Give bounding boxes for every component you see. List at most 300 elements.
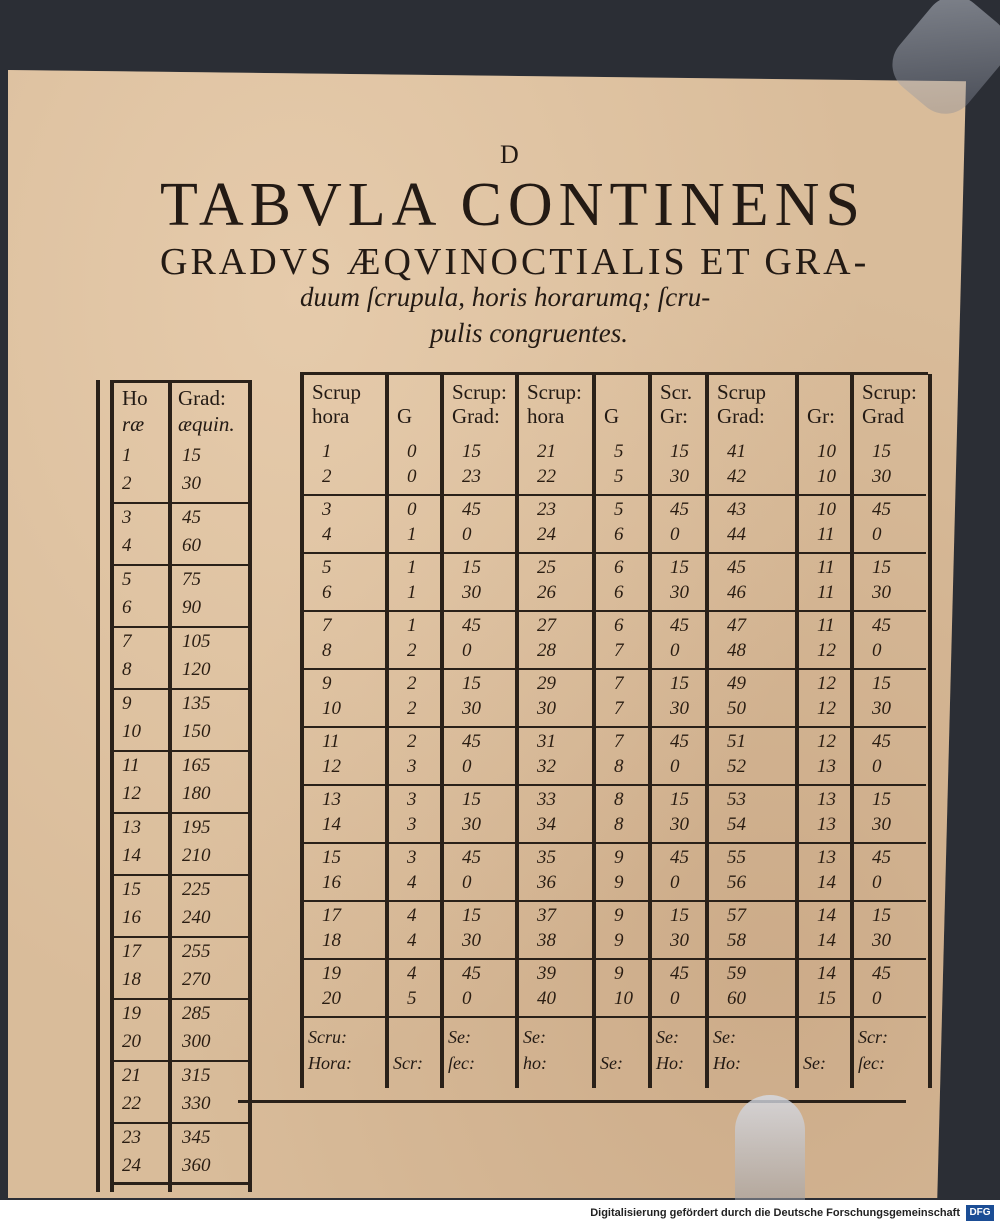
left-table-degree-cell: 195 (182, 817, 211, 838)
right-table-cell: 5 (322, 557, 332, 578)
right-table-cell: 30 (670, 698, 689, 719)
right-table-cell: 9 (322, 673, 332, 694)
right-table-cell: 35 (537, 847, 556, 868)
right-table-cell: 50 (727, 698, 746, 719)
right-table-footer-label: Se: (713, 1027, 736, 1047)
right-table-cell: 15 (462, 441, 481, 462)
right-table-cell: 23 (462, 466, 481, 487)
left-table-degree-cell: 135 (182, 693, 211, 714)
right-table-cell: 6 (614, 582, 624, 603)
right-table-cell: 17 (322, 905, 341, 926)
right-table-cell: 15 (670, 905, 689, 926)
left-table-hour-cell: 16 (122, 907, 141, 928)
right-table-cell: 9 (614, 963, 624, 984)
left-table-hour-cell: 4 (122, 535, 132, 556)
right-table-cell: 8 (614, 756, 624, 777)
right-table-cell: 32 (537, 756, 556, 777)
right-table-cell: 6 (614, 615, 624, 636)
right-table-cell: 10 (322, 698, 341, 719)
right-table-cell: 2 (407, 673, 417, 694)
right-table-footer-label: Se: (448, 1027, 471, 1047)
right-table-cell: 60 (727, 988, 746, 1009)
right-table-cell: 5 (614, 441, 624, 462)
left-table-degree-cell: 315 (182, 1065, 211, 1086)
right-table-cell: 30 (872, 466, 891, 487)
left-table-degree-cell: 180 (182, 783, 211, 804)
right-table-cell: 30 (872, 930, 891, 951)
left-table-hour-cell: 21 (122, 1065, 141, 1086)
right-table-cell: 51 (727, 731, 746, 752)
right-table-cell: 0 (872, 988, 882, 1009)
right-table-cell: 0 (462, 640, 472, 661)
right-table-cell: 4 (322, 524, 332, 545)
right-table-column-rule (440, 374, 444, 1088)
right-table-cell: 10 (614, 988, 633, 1009)
left-table-row-rule (112, 750, 248, 752)
right-table-cell: 56 (727, 872, 746, 893)
left-table-column-rule (248, 380, 252, 1192)
right-table-cell: 4 (407, 963, 417, 984)
right-table-header-label: Grad: (452, 404, 500, 428)
left-table-hour-cell: 14 (122, 845, 141, 866)
right-table-header-label: Scrup: (862, 380, 917, 404)
right-table-cell: 44 (727, 524, 746, 545)
right-table-cell: 9 (614, 905, 624, 926)
right-table-row-rule (302, 1016, 926, 1018)
right-table-cell: 4 (407, 905, 417, 926)
right-table-cell: 12 (322, 756, 341, 777)
right-table-row-rule (302, 726, 926, 728)
right-table-column-rule (385, 374, 389, 1088)
left-table-row-rule (112, 874, 248, 876)
right-table-footer-label: Ho: (656, 1053, 684, 1073)
right-table-cell: 10 (817, 441, 836, 462)
left-table-degree-cell: 120 (182, 659, 211, 680)
right-table-column-rule (850, 374, 854, 1088)
right-table-cell: 45 (670, 847, 689, 868)
right-table-cell: 2 (407, 698, 417, 719)
right-table-cell: 45 (462, 963, 481, 984)
left-table-degree-cell: 255 (182, 941, 211, 962)
right-table-bottom-rule (238, 1100, 906, 1103)
left-table-degree-cell: 60 (182, 535, 201, 556)
title-line-2: GRADVS ÆQVINOCTIALIS ET GRA- (160, 241, 870, 283)
right-table-cell: 53 (727, 789, 746, 810)
left-table-header-label: Grad: (178, 386, 226, 410)
right-table-footer-label: Se: (656, 1027, 679, 1047)
right-table-row-rule (302, 842, 926, 844)
right-table-cell: 1 (322, 441, 332, 462)
left-table-hour-cell: 12 (122, 783, 141, 804)
right-table-cell: 7 (614, 698, 624, 719)
right-table-cell: 9 (614, 930, 624, 951)
right-table-cell: 7 (614, 731, 624, 752)
right-table-cell: 15 (670, 557, 689, 578)
left-table-degree-cell: 150 (182, 721, 211, 742)
left-table-hour-cell: 15 (122, 879, 141, 900)
right-table-cell: 41 (727, 441, 746, 462)
right-table-header-label: Gr: (807, 404, 835, 428)
right-table-cell: 20 (322, 988, 341, 1009)
right-table-cell: 18 (322, 930, 341, 951)
right-table-cell: 0 (872, 524, 882, 545)
right-table-cell: 0 (462, 756, 472, 777)
left-table-hour-cell: 8 (122, 659, 132, 680)
right-table-cell: 8 (322, 640, 332, 661)
right-table-cell: 1 (407, 582, 417, 603)
left-table-row-rule (112, 812, 248, 814)
right-table-column-rule (300, 374, 304, 1088)
right-table-top-rule (300, 372, 928, 375)
right-table-cell: 11 (817, 615, 835, 636)
right-table-cell: 15 (872, 905, 891, 926)
right-table-cell: 33 (537, 789, 556, 810)
right-table-cell: 0 (462, 872, 472, 893)
right-table-cell: 7 (614, 640, 624, 661)
right-table-header-label: Gr: (660, 404, 688, 428)
right-table-cell: 0 (872, 872, 882, 893)
right-table-cell: 5 (407, 988, 417, 1009)
right-table-header-label: Scrup (312, 380, 361, 404)
right-table-cell: 45 (462, 847, 481, 868)
left-table-degree-cell: 360 (182, 1155, 211, 1176)
left-table-degree-cell: 270 (182, 969, 211, 990)
left-table-header-label: Ho (122, 386, 148, 410)
right-table-cell: 7 (322, 615, 332, 636)
left-table-column-rule (96, 380, 100, 1192)
right-table-cell: 14 (817, 963, 836, 984)
right-table-cell: 14 (817, 872, 836, 893)
right-table-footer-label: ſec: (448, 1053, 475, 1073)
right-table-header-label: Scr. (660, 380, 693, 404)
right-table-cell: 42 (727, 466, 746, 487)
right-table-cell: 0 (872, 640, 882, 661)
left-table-hour-cell: 9 (122, 693, 132, 714)
right-table-cell: 0 (670, 640, 680, 661)
right-table-cell: 12 (817, 673, 836, 694)
right-table-column-rule (928, 374, 932, 1088)
left-table-hour-cell: 22 (122, 1093, 141, 1114)
left-table-hour-cell: 17 (122, 941, 141, 962)
right-table-cell: 2 (407, 731, 417, 752)
right-table-cell: 45 (872, 615, 891, 636)
right-table-cell: 7 (614, 673, 624, 694)
right-table-cell: 49 (727, 673, 746, 694)
right-table-cell: 47 (727, 615, 746, 636)
right-table-cell: 45 (872, 499, 891, 520)
right-table-cell: 1 (407, 524, 417, 545)
right-table-cell: 40 (537, 988, 556, 1009)
right-table-cell: 15 (462, 557, 481, 578)
right-table-cell: 0 (462, 524, 472, 545)
right-table-cell: 43 (727, 499, 746, 520)
right-table-footer-label: Scr: (858, 1027, 888, 1047)
left-table-top-rule (110, 380, 250, 383)
signature-mark: D (500, 140, 521, 169)
left-table-degree-cell: 75 (182, 569, 201, 590)
right-table-cell: 15 (872, 789, 891, 810)
left-table-hour-cell: 6 (122, 597, 132, 618)
right-table-cell: 45 (872, 963, 891, 984)
right-table-cell: 30 (670, 930, 689, 951)
right-table-cell: 45 (872, 847, 891, 868)
right-table-cell: 11 (817, 582, 835, 603)
left-table-row-rule (112, 564, 248, 566)
right-table-footer-label: Scr: (393, 1053, 423, 1073)
left-table-degree-cell: 345 (182, 1127, 211, 1148)
right-table-cell: 30 (872, 814, 891, 835)
left-table-row-rule (112, 936, 248, 938)
right-table-cell: 11 (817, 524, 835, 545)
left-table-degree-cell: 90 (182, 597, 201, 618)
right-table-header-label: Scrup (717, 380, 766, 404)
left-table-row-rule (112, 1060, 248, 1062)
right-table-cell: 14 (817, 930, 836, 951)
left-table-hour-cell: 5 (122, 569, 132, 590)
left-table-bottom-rule (110, 1182, 250, 1185)
right-table-cell: 45 (462, 499, 481, 520)
right-table-header-label: G (397, 404, 413, 428)
left-table-row-rule (112, 502, 248, 504)
right-table-cell: 0 (407, 499, 417, 520)
right-table-column-rule (515, 374, 519, 1088)
right-table-cell: 4 (407, 872, 417, 893)
right-table-header-label: Scrup: (452, 380, 507, 404)
right-table-cell: 15 (670, 673, 689, 694)
left-table-row-rule (112, 998, 248, 1000)
right-table-cell: 5 (614, 466, 624, 487)
right-table-header-label: Grad: (717, 404, 765, 428)
right-table-cell: 19 (322, 963, 341, 984)
right-table-cell: 2 (322, 466, 332, 487)
right-table-cell: 27 (537, 615, 556, 636)
right-table-cell: 30 (670, 466, 689, 487)
right-table-column-rule (648, 374, 652, 1088)
title-line-1: TABVLA CONTINENS (160, 171, 866, 239)
right-table-cell: 45 (727, 557, 746, 578)
left-table-degree-cell: 45 (182, 507, 201, 528)
right-table-cell: 46 (727, 582, 746, 603)
right-table-row-rule (302, 900, 926, 902)
right-table-footer-label: Hora: (308, 1053, 352, 1073)
left-table-hour-cell: 10 (122, 721, 141, 742)
right-table-cell: 30 (462, 814, 481, 835)
right-table-cell: 54 (727, 814, 746, 835)
right-table-cell: 13 (817, 847, 836, 868)
right-table-column-rule (705, 374, 709, 1088)
left-table-hour-cell: 2 (122, 473, 132, 494)
right-table-cell: 52 (727, 756, 746, 777)
left-table-hour-cell: 18 (122, 969, 141, 990)
right-table-cell: 1 (407, 557, 417, 578)
left-table-hour-cell: 3 (122, 507, 132, 528)
right-table-cell: 15 (817, 988, 836, 1009)
right-table-cell: 15 (670, 789, 689, 810)
left-table-degree-cell: 210 (182, 845, 211, 866)
left-table-degree-cell: 30 (182, 473, 201, 494)
right-table-cell: 0 (872, 756, 882, 777)
right-table-cell: 15 (872, 673, 891, 694)
right-table-cell: 10 (817, 499, 836, 520)
right-table-cell: 58 (727, 930, 746, 951)
right-table-footer-label: Se: (803, 1053, 826, 1073)
right-table-cell: 30 (462, 930, 481, 951)
title-line-3: duum ſcrupula, horis horarumq; ſcru- (300, 282, 711, 312)
right-table-row-rule (302, 494, 926, 496)
right-table-cell: 28 (537, 640, 556, 661)
right-table-cell: 30 (872, 698, 891, 719)
left-table-hour-cell: 7 (122, 631, 132, 652)
right-table-row-rule (302, 784, 926, 786)
right-table-cell: 15 (322, 847, 341, 868)
right-table-cell: 2 (407, 640, 417, 661)
right-table-footer-label: ſec: (858, 1053, 885, 1073)
right-table-cell: 6 (322, 582, 332, 603)
right-table-cell: 30 (872, 582, 891, 603)
right-table-cell: 45 (670, 615, 689, 636)
footer-bar (0, 1200, 1000, 1226)
right-table-cell: 45 (670, 499, 689, 520)
left-table-degree-cell: 225 (182, 879, 211, 900)
right-table-cell: 9 (614, 847, 624, 868)
title-line-4: pulis congruentes. (430, 318, 628, 348)
right-table-cell: 13 (817, 789, 836, 810)
right-table-cell: 38 (537, 930, 556, 951)
left-table-degree-cell: 285 (182, 1003, 211, 1024)
right-table-cell: 13 (322, 789, 341, 810)
right-table-cell: 36 (537, 872, 556, 893)
dfg-logo: DFG (966, 1205, 994, 1221)
glass-clip-bottom (735, 1095, 805, 1205)
right-table-cell: 13 (817, 814, 836, 835)
right-table-cell: 0 (670, 988, 680, 1009)
right-table-cell: 26 (537, 582, 556, 603)
right-table-row-rule (302, 668, 926, 670)
left-table-header-label: ræ (122, 412, 145, 436)
right-table-cell: 39 (537, 963, 556, 984)
right-table-cell: 22 (537, 466, 556, 487)
right-table-cell: 29 (537, 673, 556, 694)
right-table-column-rule (592, 374, 596, 1088)
right-table-cell: 30 (670, 814, 689, 835)
right-table-footer-label: Scru: (308, 1027, 347, 1047)
right-table-cell: 5 (614, 499, 624, 520)
right-table-cell: 8 (614, 789, 624, 810)
right-table-cell: 13 (817, 756, 836, 777)
right-table-cell: 3 (407, 789, 417, 810)
right-table-cell: 9 (614, 872, 624, 893)
right-table-cell: 57 (727, 905, 746, 926)
right-table-row-rule (302, 552, 926, 554)
left-table-degree-cell: 105 (182, 631, 211, 652)
right-table-footer-label: ho: (523, 1053, 547, 1073)
left-table-row-rule (112, 1122, 248, 1124)
right-table-footer-label: Ho: (713, 1053, 741, 1073)
right-table-cell: 48 (727, 640, 746, 661)
left-table-degree-cell: 330 (182, 1093, 211, 1114)
right-table-cell: 11 (322, 731, 340, 752)
right-table-cell: 15 (462, 905, 481, 926)
right-table-cell: 12 (817, 731, 836, 752)
right-table-cell: 15 (670, 441, 689, 462)
right-table-cell: 3 (407, 814, 417, 835)
right-table-cell: 30 (670, 582, 689, 603)
right-table-cell: 3 (407, 847, 417, 868)
right-table-cell: 45 (670, 963, 689, 984)
right-table-row-rule (302, 958, 926, 960)
left-table-hour-cell: 13 (122, 817, 141, 838)
left-table-hour-cell: 20 (122, 1031, 141, 1052)
right-table-cell: 31 (537, 731, 556, 752)
right-table-cell: 30 (462, 698, 481, 719)
right-table-cell: 45 (670, 731, 689, 752)
right-table-header-label: G (604, 404, 620, 428)
right-table-cell: 45 (462, 731, 481, 752)
footer-text: Digitalisierung gefördert durch die Deutsche Forschungsgemeinschaft (590, 1207, 960, 1219)
right-table-cell: 0 (670, 524, 680, 545)
right-table-cell: 30 (462, 582, 481, 603)
right-table-cell: 14 (817, 905, 836, 926)
right-table-cell: 0 (670, 872, 680, 893)
right-table-cell: 0 (462, 988, 472, 1009)
right-table-cell: 8 (614, 814, 624, 835)
right-table-cell: 15 (872, 441, 891, 462)
right-table-row-rule (302, 610, 926, 612)
right-table-cell: 11 (817, 557, 835, 578)
right-table-cell: 24 (537, 524, 556, 545)
right-table-cell: 6 (614, 557, 624, 578)
right-table-cell: 3 (322, 499, 332, 520)
left-table-row-rule (112, 626, 248, 628)
right-table-cell: 37 (537, 905, 556, 926)
right-table-cell: 45 (462, 615, 481, 636)
right-table-cell: 0 (407, 466, 417, 487)
right-table-cell: 34 (537, 814, 556, 835)
right-table-cell: 10 (817, 466, 836, 487)
left-table-hour-cell: 1 (122, 445, 132, 466)
right-table-column-rule (795, 374, 799, 1088)
right-table-footer-label: Se: (523, 1027, 546, 1047)
right-table-cell: 25 (537, 557, 556, 578)
left-table-degree-cell: 165 (182, 755, 211, 776)
right-table-cell: 14 (322, 814, 341, 835)
right-table-cell: 15 (462, 789, 481, 810)
right-table-cell: 0 (670, 756, 680, 777)
right-table-cell: 21 (537, 441, 556, 462)
right-table-cell: 16 (322, 872, 341, 893)
left-table-row-rule (112, 688, 248, 690)
right-table-cell: 0 (407, 441, 417, 462)
right-table-cell: 4 (407, 930, 417, 951)
right-table-cell: 59 (727, 963, 746, 984)
right-table-cell: 55 (727, 847, 746, 868)
right-table-cell: 15 (872, 557, 891, 578)
right-table-cell: 6 (614, 524, 624, 545)
left-table-hour-cell: 11 (122, 755, 140, 776)
right-table-cell: 1 (407, 615, 417, 636)
right-table-cell: 15 (462, 673, 481, 694)
right-table-header-label: Scrup: (527, 380, 582, 404)
right-table-header-label: Grad (862, 404, 904, 428)
right-table-cell: 3 (407, 756, 417, 777)
left-table-hour-cell: 23 (122, 1127, 141, 1148)
right-table-cell: 12 (817, 698, 836, 719)
left-table-hour-cell: 24 (122, 1155, 141, 1176)
left-table-hour-cell: 19 (122, 1003, 141, 1024)
left-table-header-label: æquin. (178, 412, 235, 436)
right-table-header-label: hora (527, 404, 565, 428)
left-table-degree-cell: 300 (182, 1031, 211, 1052)
